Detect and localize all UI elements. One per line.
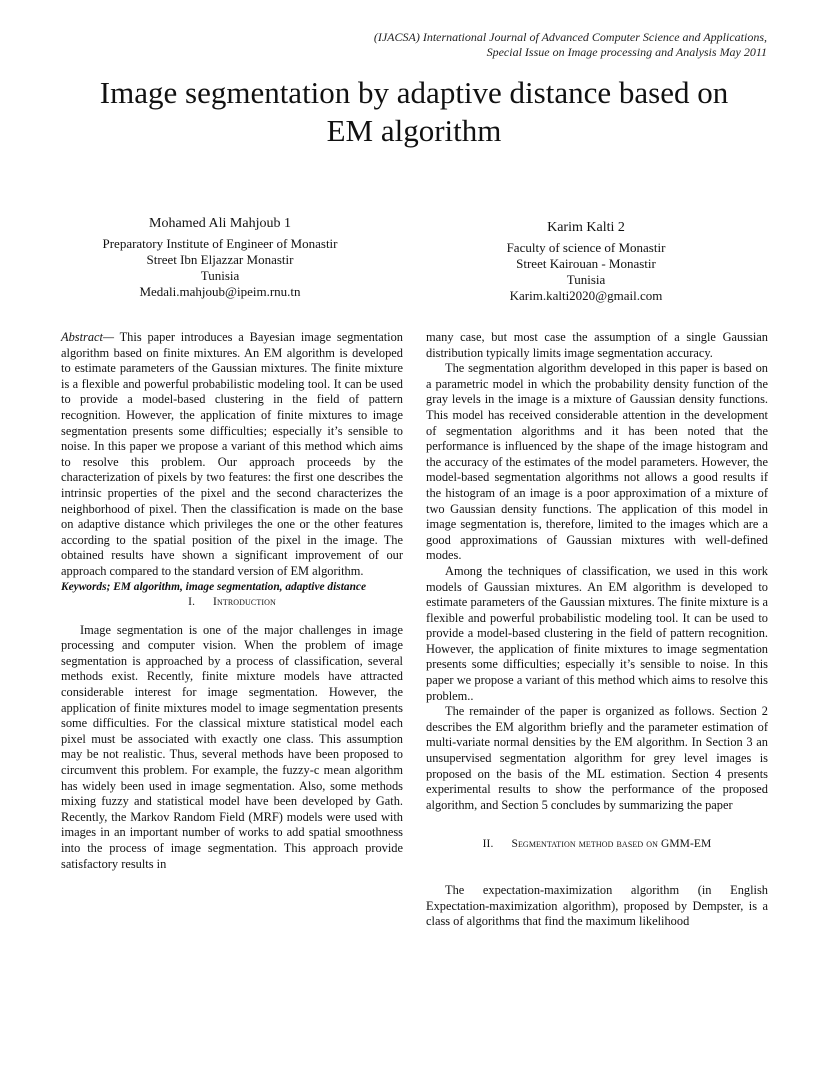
segmentation-paragraph: The expectation-maximization algorithm (in English Expectation-maximization algorithm), proposed by Dempster, is a class of algorithms that find the maximum likelihood (426, 883, 768, 929)
paper-title (40, 74, 788, 150)
section-number: I. (188, 596, 196, 609)
author-country: Tunisia (200, 268, 240, 283)
author-name: Mohamed Ali Mahjoub 1 (149, 216, 291, 231)
body-paragraph: The remainder of the paper is organized as follows. Section 2 describes the EM algorithm briefly and the parameter estimation of multi-variate normal densities by the EM algorithm. In Section 3 an unsupervised segmentation algorithm for grey level images is proposed on the basis of the ML estimation. Section 4 presents experimental results to show the performance of the proposed algorithm, and Section 5 concludes by summarizing the paper (426, 704, 768, 812)
journal-header-line1: (IJACSA) International Journal of Advanced Computer Science and Applications, (373, 30, 767, 44)
introduction-paragraph: Image segmentation is one of the major challenges in image processing and computer vision. When the problem of image segmentation is approached by a process of classification, several methods exist. Recently, finite mixture models have attracted considerable interest for image segmentation. However, the application of finite mixtures model to image segmentation presents some difficulties. For the classical mixture statistical model each pixel must be associated with exactly one class. This assumption may be not realistic. Thus, several methods have been proposed to circumvent this problem. For example, the fuzzy-c mean algorithm has widely been used in image segmentation. Also, some methods mixing fuzzy and statistical model have been developed by Gath. Recently, the Markov Random Field (MRF) models were used with images in an important number of works to add spatial smoothness into the process of image segmentation. This approach provide satisfactory results in (61, 622, 403, 871)
section-number: II. (482, 838, 494, 851)
author-name: Karim Kalti 2 (547, 220, 625, 235)
author-email: Karim.kalti2020@gmail.com (509, 288, 663, 303)
author-address: Street Ibn Eljazzar Monastir (146, 252, 294, 267)
keywords: Keywords; EM algorithm, image segmentation, adaptive distance (61, 580, 367, 593)
paper-title-line1: Image segmentation by adaptive distance based on (99, 75, 729, 110)
author-address: Street Kairouan - Monastir (516, 256, 656, 271)
body-paragraph: Among the techniques of classification, we used in this work models of Gaussian mixtures. An EM algorithm is developed to estimate parameters of the Gaussian mixtures. The finite mixture is a flexible and powerful probabilistic modeling tool. It can be used to provide a model-based clustering in the field of pattern recognition. However, the application of finite mixtures to image segmentation presents some difficulties; especially it’s sensible to noise. In this paper we propose a variant of this method which aims to resolve this problem.. (426, 563, 768, 703)
author-email: Medali.mahjoub@ipeim.rnu.tn (139, 284, 301, 299)
body-paragraph: many case, but most case the assumption of a single Gaussian distribution typically limits image segmentation accuracy. (426, 330, 768, 360)
section-heading-segmentation (426, 837, 768, 853)
right-column (426, 330, 768, 930)
body-paragraph: The segmentation algorithm developed in this paper is based on a parametric model in which the probability density function of the gray levels in the image is a mixture of Gaussian density functions. This model has received considerable attention in the development of segmentation algorithms and it has been noted that the performance is influenced by the shape of the image histogram and the accuracy of the estimates of the model parameters. However, the model-based segmentation algorithms not allows a good results if the histogram of an image is a poor approximation of a mixture of two Gaussian density functions. The application of this model in image segmentation is, therefore, limited to the images which are a good approximations of Gaussian mixtures with well-defined modes. (426, 361, 768, 563)
section-heading-introduction (61, 595, 403, 611)
author-affiliation: Preparatory Institute of Engineer of Monastir (102, 236, 338, 251)
author-country: Tunisia (566, 272, 606, 287)
paper-title-line2: EM algorithm (326, 113, 502, 148)
section-title: Segmentation method based on (511, 838, 658, 851)
author-affiliation: Faculty of science of Monastir (506, 240, 666, 255)
section-title-tail: GMM-EM (657, 838, 712, 851)
left-column (61, 330, 403, 872)
abstract-text: This paper introduces a Bayesian image segmentation algorithm based on finite mixtures. An EM algorithm is developed to estimate parameters of the Gaussian mixtures. The finite mixture is a flexible and powerful probabilistic modeling tool. It can be used to provide a model-based clustering in the field of pattern recognition. However, the application of finite mixtures to image segmentation presents some difficulties; especially it’s sensible to noise. In this paper we propose a variant of this method which aims to resolve this problem. Our approach proceeds by the characterization of pixels by two features: the first one describes the intrinsic properties of the pixel and the second characterizes the neighborhood of pixel. Then the classification is made on the base on adaptive distance which privileges the one or the other features according to the spatial position of the pixel in the image. The obtained results have shown a significant improvement of our approach compared to the standard version of EM algorithm. (61, 330, 403, 578)
journal-header-line2: Special Issue on Image processing and Analysis May 2011 (486, 45, 767, 59)
abstract (61, 330, 403, 580)
journal-header (247, 30, 767, 60)
abstract-label: Abstract— (61, 330, 115, 344)
section-title: Introduction (213, 596, 276, 609)
author-block-1 (70, 214, 370, 300)
author-block-2 (436, 218, 736, 304)
